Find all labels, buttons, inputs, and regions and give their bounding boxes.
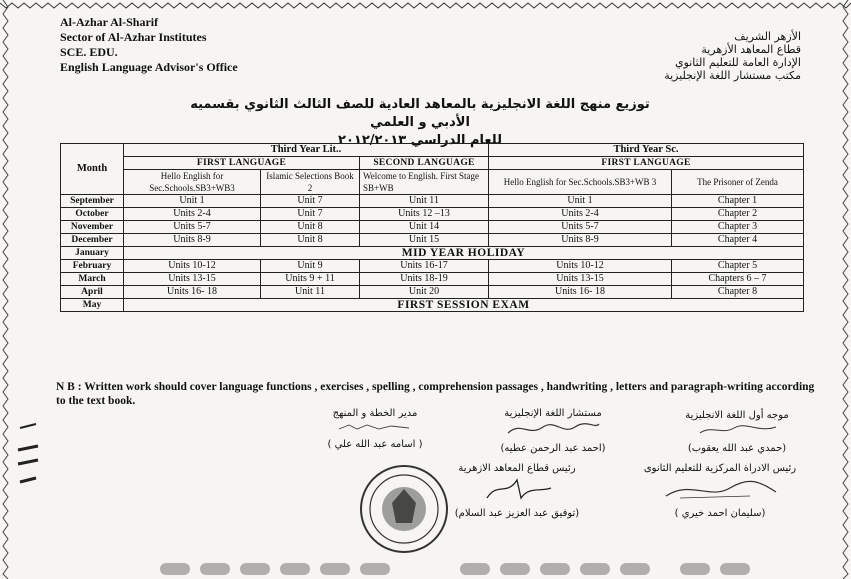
schedule-cell: Units 5-7 bbox=[124, 221, 261, 234]
table-row bbox=[61, 247, 804, 260]
handwritten-signature bbox=[467, 476, 567, 502]
schedule-cell: Units 9 + 11 bbox=[261, 273, 360, 286]
signature-block-4 bbox=[620, 462, 820, 521]
schedule-cell: Units 12 –13 bbox=[360, 208, 489, 221]
handwritten-signature bbox=[692, 423, 782, 437]
margin-pen-marks bbox=[14, 420, 54, 500]
header-ar-line: الأزهر الشريف bbox=[734, 30, 801, 43]
sc-header: Third Year Sc. bbox=[489, 144, 804, 157]
schedule-cell: Units 2-4 bbox=[124, 208, 261, 221]
book-cell: Hello English for Sec.Schools.SB3+WB 3 bbox=[489, 170, 672, 195]
schedule-cell: Chapter 1 bbox=[672, 195, 804, 208]
schedule-cell: Unit 1 bbox=[124, 195, 261, 208]
schedule-cell: Unit 11 bbox=[261, 286, 360, 299]
lit-first-language: FIRST LANGUAGE bbox=[124, 157, 360, 170]
schedule-cell: Units 13-15 bbox=[124, 273, 261, 286]
schedule-cell: Unit 20 bbox=[360, 286, 489, 299]
schedule-cell: Unit 14 bbox=[360, 221, 489, 234]
schedule-cell: Chapters 6 – 7 bbox=[672, 273, 804, 286]
month-cell: February bbox=[61, 260, 124, 273]
header-ar-line: الإدارة العامة للتعليم الثانوي bbox=[674, 56, 801, 69]
handwritten-signature bbox=[335, 421, 415, 433]
span-cell: FIRST SESSION EXAM bbox=[124, 299, 804, 312]
header-en-line: SCE. EDU. bbox=[60, 45, 118, 59]
perforated-left-edge bbox=[0, 0, 10, 579]
signature-title: موجه أول اللغة الانجليزية bbox=[685, 410, 789, 421]
schedule-cell: Chapter 2 bbox=[672, 208, 804, 221]
signature-name: (حمدي عبد الله يعقوب) bbox=[687, 443, 787, 454]
nb-note bbox=[56, 380, 826, 408]
handwritten-signature bbox=[660, 476, 780, 502]
table-row bbox=[61, 208, 804, 221]
month-header: Month bbox=[61, 144, 124, 195]
month-cell: May bbox=[61, 299, 124, 312]
month-cell: April bbox=[61, 286, 124, 299]
title-line-2: للعام الدراسي ٢٠١٢/٢٠١٣ bbox=[338, 133, 502, 148]
schedule-cell: Chapter 3 bbox=[672, 221, 804, 234]
signature-name: ( اسامه عبد الله علي ) bbox=[327, 439, 423, 450]
lit-second-language: SECOND LANGUAGE bbox=[360, 157, 489, 170]
schedule-cell: Unit 11 bbox=[360, 195, 489, 208]
month-cell: October bbox=[61, 208, 124, 221]
schedule-cell: Units 5-7 bbox=[489, 221, 672, 234]
perforated-top-edge bbox=[0, 0, 851, 10]
schedule-cell: Units 8-9 bbox=[124, 234, 261, 247]
header-arabic bbox=[664, 30, 801, 82]
schedule-cell: Unit 15 bbox=[360, 234, 489, 247]
handwritten-signature bbox=[503, 421, 603, 437]
header-ar-line: مكتب مستشار اللغة الإنجليزية bbox=[664, 69, 801, 82]
schedule-cell: Units 16- 18 bbox=[489, 286, 672, 299]
table-row bbox=[61, 195, 804, 208]
schedule-cell: Chapter 5 bbox=[672, 260, 804, 273]
table-row bbox=[61, 221, 804, 234]
sc-first-language: FIRST LANGUAGE bbox=[489, 157, 804, 170]
month-cell: March bbox=[61, 273, 124, 286]
month-cell: September bbox=[61, 195, 124, 208]
schedule-cell: Chapter 4 bbox=[672, 234, 804, 247]
book-cell: The Prisoner of Zenda bbox=[672, 170, 804, 195]
schedule-cell: Unit 7 bbox=[261, 195, 360, 208]
language-row bbox=[61, 157, 804, 170]
header-english bbox=[60, 15, 238, 75]
official-seal-stamp bbox=[358, 463, 450, 555]
header-en-line: Sector of Al-Azhar Institutes bbox=[60, 30, 207, 44]
header-ar-line: قطاع المعاهد الأزهرية bbox=[701, 43, 801, 56]
title-line-1: توزيع منهج اللغة الانجليزية بالمعاهد العادية للصف الثالث الثانوي بقسميه الأدبي و العلمي bbox=[190, 97, 650, 130]
schedule-cell: Unit 1 bbox=[489, 195, 672, 208]
schedule-cell: Units 10-12 bbox=[489, 260, 672, 273]
book-cell: Welcome to English. First Stage SB+WB bbox=[360, 170, 489, 195]
signature-block-2 bbox=[478, 407, 628, 456]
nb-text: Written work should cover language functions , exercises , spelling , comprehension passages , handwriting , letters and paragraph-writing according to the text book. bbox=[56, 381, 815, 407]
signature-block-5 bbox=[432, 462, 602, 521]
schedule-cell: Units 8-9 bbox=[489, 234, 672, 247]
table-row bbox=[61, 299, 804, 312]
signature-title: رئيس الادراة المركزية للتعليم الثانوى bbox=[643, 463, 797, 474]
signature-title: مستشار اللغة الإنجليزية bbox=[504, 408, 602, 419]
signature-block-1 bbox=[662, 409, 812, 456]
perforated-right-edge bbox=[841, 0, 851, 579]
schedule-cell: Units 10-12 bbox=[124, 260, 261, 273]
schedule-cell: Units 13-15 bbox=[489, 273, 672, 286]
table-row bbox=[61, 286, 804, 299]
month-cell: January bbox=[61, 247, 124, 260]
schedule-cell: Units 16- 18 bbox=[124, 286, 261, 299]
schedule-cell: Unit 8 bbox=[261, 221, 360, 234]
header-en-line: Al-Azhar Al-Sharif bbox=[60, 15, 159, 29]
schedule-cell: Units 2-4 bbox=[489, 208, 672, 221]
scan-artifact-strip bbox=[160, 555, 800, 577]
document-title bbox=[190, 96, 650, 150]
schedule-cell: Unit 7 bbox=[261, 208, 360, 221]
signature-name: (توفيق عبد العزيز عبد السلام) bbox=[454, 508, 580, 519]
month-cell: December bbox=[61, 234, 124, 247]
lit-header: Third Year Lit.. bbox=[124, 144, 489, 157]
month-cell: November bbox=[61, 221, 124, 234]
schedule-cell: Unit 8 bbox=[261, 234, 360, 247]
signature-title: مدير الخطة و المنهج bbox=[332, 408, 418, 419]
signature-name: (سليمان احمد خيري ) bbox=[674, 508, 766, 519]
nb-label: N B : bbox=[56, 381, 82, 393]
schedule-cell: Units 16-17 bbox=[360, 260, 489, 273]
book-row bbox=[61, 170, 804, 195]
signature-title: رئيس قطاع المعاهد الازهرية bbox=[458, 463, 576, 474]
signature-block-3 bbox=[300, 407, 450, 452]
schedule-cell: Unit 9 bbox=[261, 260, 360, 273]
book-cell: Hello English for Sec.Schools.SB3+WB3 bbox=[124, 170, 261, 195]
table-row bbox=[61, 234, 804, 247]
signature-name: (احمد عبد الرحمن عطيه) bbox=[500, 443, 606, 454]
table-header-row bbox=[61, 144, 804, 157]
book-cell: Islamic Selections Book 2 bbox=[261, 170, 360, 195]
span-cell: MID YEAR HOLIDAY bbox=[124, 247, 804, 260]
curriculum-table bbox=[60, 143, 804, 312]
table-row bbox=[61, 273, 804, 286]
header-en-line: English Language Advisor's Office bbox=[60, 60, 238, 74]
schedule-cell: Units 18-19 bbox=[360, 273, 489, 286]
schedule-cell: Chapter 8 bbox=[672, 286, 804, 299]
table-row bbox=[61, 260, 804, 273]
